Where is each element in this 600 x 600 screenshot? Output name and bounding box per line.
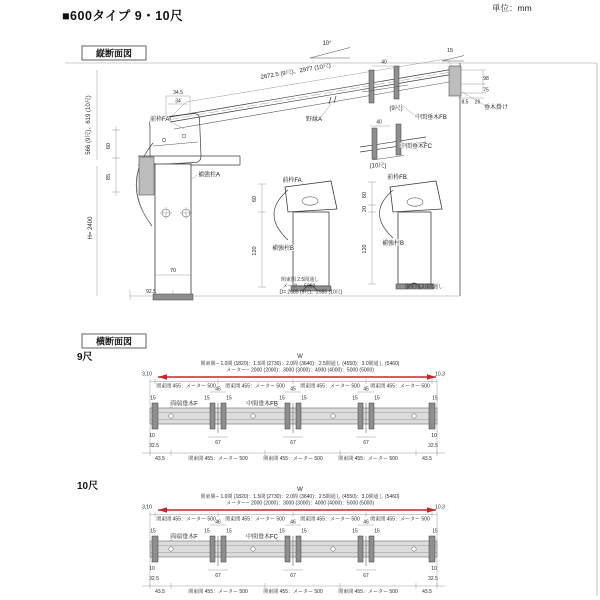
dim-67: 67 [215, 440, 221, 446]
front-assembly [136, 114, 240, 301]
dim-15: 15 [301, 395, 307, 402]
seg-dim: 関東間 455：メーター 500 [225, 516, 285, 523]
seg-dim-bottom: 関東間 455：メーター 500 [338, 456, 398, 462]
pair-dim: 45 [290, 386, 296, 393]
mid-span-line1: 関東間 2.5間通し [280, 277, 320, 283]
post-b-mid [293, 212, 329, 286]
mid-rafter-fb-label: 中間垂木FB [415, 115, 447, 121]
dim-15: 15 [432, 395, 438, 402]
seg-dim: 関東間 455：メーター 500 [300, 383, 360, 390]
mid-rafter-label-9: 中間垂木FB [246, 401, 278, 408]
dim-20-right: 20 [362, 205, 368, 213]
dim-15: 15 [279, 528, 285, 535]
pair-dim: 45 [363, 386, 369, 393]
rafter-pair [358, 403, 374, 433]
dim-67: 67 [363, 573, 369, 579]
dim-15: 15 [374, 395, 380, 402]
dim-15: 15 [150, 395, 156, 402]
front-frame-right-label: 前枠FB [387, 175, 407, 181]
fb-size-label: (9尺) [389, 106, 403, 112]
longitudinal-box-label: 縦断面図 [95, 48, 133, 59]
dim-15: 15 [279, 395, 285, 402]
post-a-label: 補強柱A [198, 172, 221, 179]
wall-dim-75: 75 [483, 87, 489, 94]
dim-43-5: 43.5 [422, 456, 432, 462]
meter-line-9: メーター─ 2000 (2000)：3000 (3000)：4000 (4000)：5000 (5000) [226, 367, 374, 374]
dim-15: 15 [301, 528, 307, 535]
fc-dim-40: 40 [376, 119, 382, 126]
longitudinal-section [82, 41, 508, 300]
dim-43-5: 43.5 [155, 589, 165, 595]
mid-span-line2: メーター 5000 [282, 283, 316, 290]
middle-assembly [252, 176, 343, 296]
pair-dim: 45 [215, 386, 221, 393]
rafter-hanger-label: 垂木掛け [483, 105, 509, 111]
dim-15: 15 [352, 395, 358, 402]
front-frame-a-label: 前枠FA [150, 117, 170, 123]
post-b-right [398, 212, 431, 284]
dim-15: 15 [226, 395, 232, 402]
dim-67: 67 [290, 440, 296, 446]
page-title: ■600タイプ 9・10尺 [62, 9, 184, 23]
dim-15: 15 [150, 528, 156, 535]
rafter-hanger [449, 66, 461, 96]
dim-120-mid: 120 [252, 246, 258, 256]
end-rafter-label-9: 両端垂木F [170, 401, 198, 408]
section-9-title: 9尺 [77, 352, 93, 363]
dim-120-right: 120 [362, 244, 368, 254]
post-a [155, 164, 191, 296]
pair-dim: 46 [363, 519, 369, 526]
seg-dim-bottom: 関東間 455：メーター 500 [263, 589, 323, 595]
dim-15: 15 [204, 395, 210, 402]
dim-34: 34 [175, 98, 181, 105]
height-h-label: H= 2400 [88, 216, 94, 240]
post-b-mid-label: 補強柱B [271, 246, 295, 252]
right-end-dim-10: 10,3 [435, 504, 445, 511]
section-10-title: 10尺 [77, 481, 99, 492]
wall-dim-26: 26 [474, 99, 481, 106]
slope-dimension [172, 59, 454, 116]
rafter-pair [285, 403, 301, 433]
seg-dim-bottom: 関東間 455：メーター 500 [188, 589, 248, 595]
pair-dim: 46 [215, 519, 221, 526]
depth-dim: D= 2685 (9尺)、2985 (10尺) [279, 289, 343, 296]
mid-rafter-fc-label: 中間垂木FC [400, 144, 432, 150]
wall-dim-98: 98 [483, 76, 489, 82]
rafter-pair [210, 536, 226, 566]
dim-43-5: 43.5 [422, 589, 432, 595]
dim-32-5: 32.5 [149, 576, 159, 582]
left-end-dim-10: 3,10 [142, 504, 152, 511]
meter-line-10: メーター─ 2000 (2000)：3000 (3000)：4000 (4000)：5000 (5000) [226, 500, 374, 507]
cross-box-label: 横断面図 [95, 336, 133, 347]
wall-side-block [139, 157, 154, 195]
dim-92-5: 92.5 [146, 289, 156, 295]
wall-dim-8-5: 8.5 [461, 99, 469, 106]
seg-dim-bottom: 関東間 455：メーター 500 [338, 589, 398, 595]
wall-and-hanger [449, 63, 508, 296]
angle-label: 10° [322, 41, 332, 47]
dim-85: 85 [106, 173, 112, 181]
front-frame-mid-label: 前枠FA [282, 178, 302, 184]
kanto-line-10: 関東間─ 1.0間 (1820)：1.5間 (2730)：2.0間 (3640)：2.5間通し (4550)：3.0間通し (5460) [200, 494, 400, 500]
seg-dim: 関東間 455：メーター 500 [156, 383, 216, 390]
dim-15: 15 [432, 528, 438, 535]
slope-length-dim: 2672.5 (9尺)、2977 (10尺) [260, 63, 332, 81]
dim-15: 15 [204, 528, 210, 535]
angle-indicator [310, 41, 350, 58]
end-rafter-label-10: 両端垂木F [170, 534, 198, 541]
seg-dim: 関東間 455：メーター 500 [370, 516, 430, 523]
dim-60-right: 60 [362, 191, 368, 199]
dim-67: 67 [290, 573, 296, 579]
dim-10: 10 [431, 433, 437, 439]
rafter-pair [358, 536, 374, 566]
dim-10: 10 [431, 566, 437, 572]
seg-dim: 関東間 455：メーター 500 [225, 383, 285, 390]
dim-10: 10 [149, 433, 155, 439]
dim-32-5: 32.5 [428, 443, 438, 449]
post-b-right-label: 補強柱B [381, 241, 405, 247]
dim-32-5: 32.5 [149, 443, 159, 449]
dim-34-5: 34.5 [173, 90, 183, 96]
dim-15: 15 [374, 528, 380, 535]
unit-note: 単位：mm [492, 3, 532, 13]
pair-dim: 46 [290, 519, 296, 526]
w-label-10: W [297, 487, 303, 493]
front-top-dims [166, 90, 190, 118]
seg-dim-bottom: 関東間 455：メーター 500 [263, 456, 323, 462]
right-span-line1: 関東間 3.0間通し [404, 284, 444, 290]
mid-rafter-label-10: 中間垂木FC [246, 534, 278, 541]
roof-panel-9 [150, 403, 437, 433]
cross-section-10 [77, 480, 445, 595]
nobuchi-label: 野縁A [305, 117, 323, 123]
fc-size-label: (10尺) [369, 163, 387, 170]
dim-67: 67 [215, 573, 221, 579]
rafter-pair [210, 403, 226, 433]
dim-15: 15 [226, 528, 232, 535]
dim-15: 15 [352, 528, 358, 535]
dim-60-left: 60 [106, 142, 112, 150]
grade-label: 15 [446, 48, 454, 54]
rafter-pair [285, 536, 301, 566]
height-dim: 566 (9尺)、619 (10尺) [86, 95, 92, 155]
roof-panel-10 [150, 536, 437, 566]
dim-32-5: 32.5 [428, 576, 438, 582]
mid-rafter-fc-detail [360, 120, 433, 170]
dim-70: 70 [169, 268, 177, 274]
seg-dim: 関東間 455：メーター 500 [370, 383, 430, 390]
dim-67: 67 [363, 440, 369, 446]
dim-43-5: 43.5 [155, 456, 165, 462]
red-width-arrow-10 [158, 507, 436, 513]
mid-rafter-fb-detail [362, 60, 447, 122]
fb-dim-40: 40 [381, 59, 387, 66]
seg-dim: 関東間 455：メーター 500 [156, 516, 216, 523]
w-label-9: W [297, 354, 303, 360]
cross-section-9 [77, 334, 445, 462]
right-assembly [362, 173, 443, 290]
seg-dim: 関東間 455：メーター 500 [300, 516, 360, 523]
dim-60-mid: 60 [252, 195, 258, 203]
slope-member-callout [306, 96, 336, 123]
red-width-arrow-9 [158, 374, 436, 380]
dim-10: 10 [149, 566, 155, 572]
seg-dim-bottom: 関東間 455：メーター 500 [188, 456, 248, 462]
kanto-line-9: 関東間─ 1.0間 (1820)：1.5間 (2730)：2.0間 (3640)：2.5間通し (4550)：3.0間通し (5460) [200, 361, 400, 367]
left-end-dim-9: 3,10 [142, 371, 152, 378]
right-end-dim-9: 10,3 [435, 371, 445, 378]
